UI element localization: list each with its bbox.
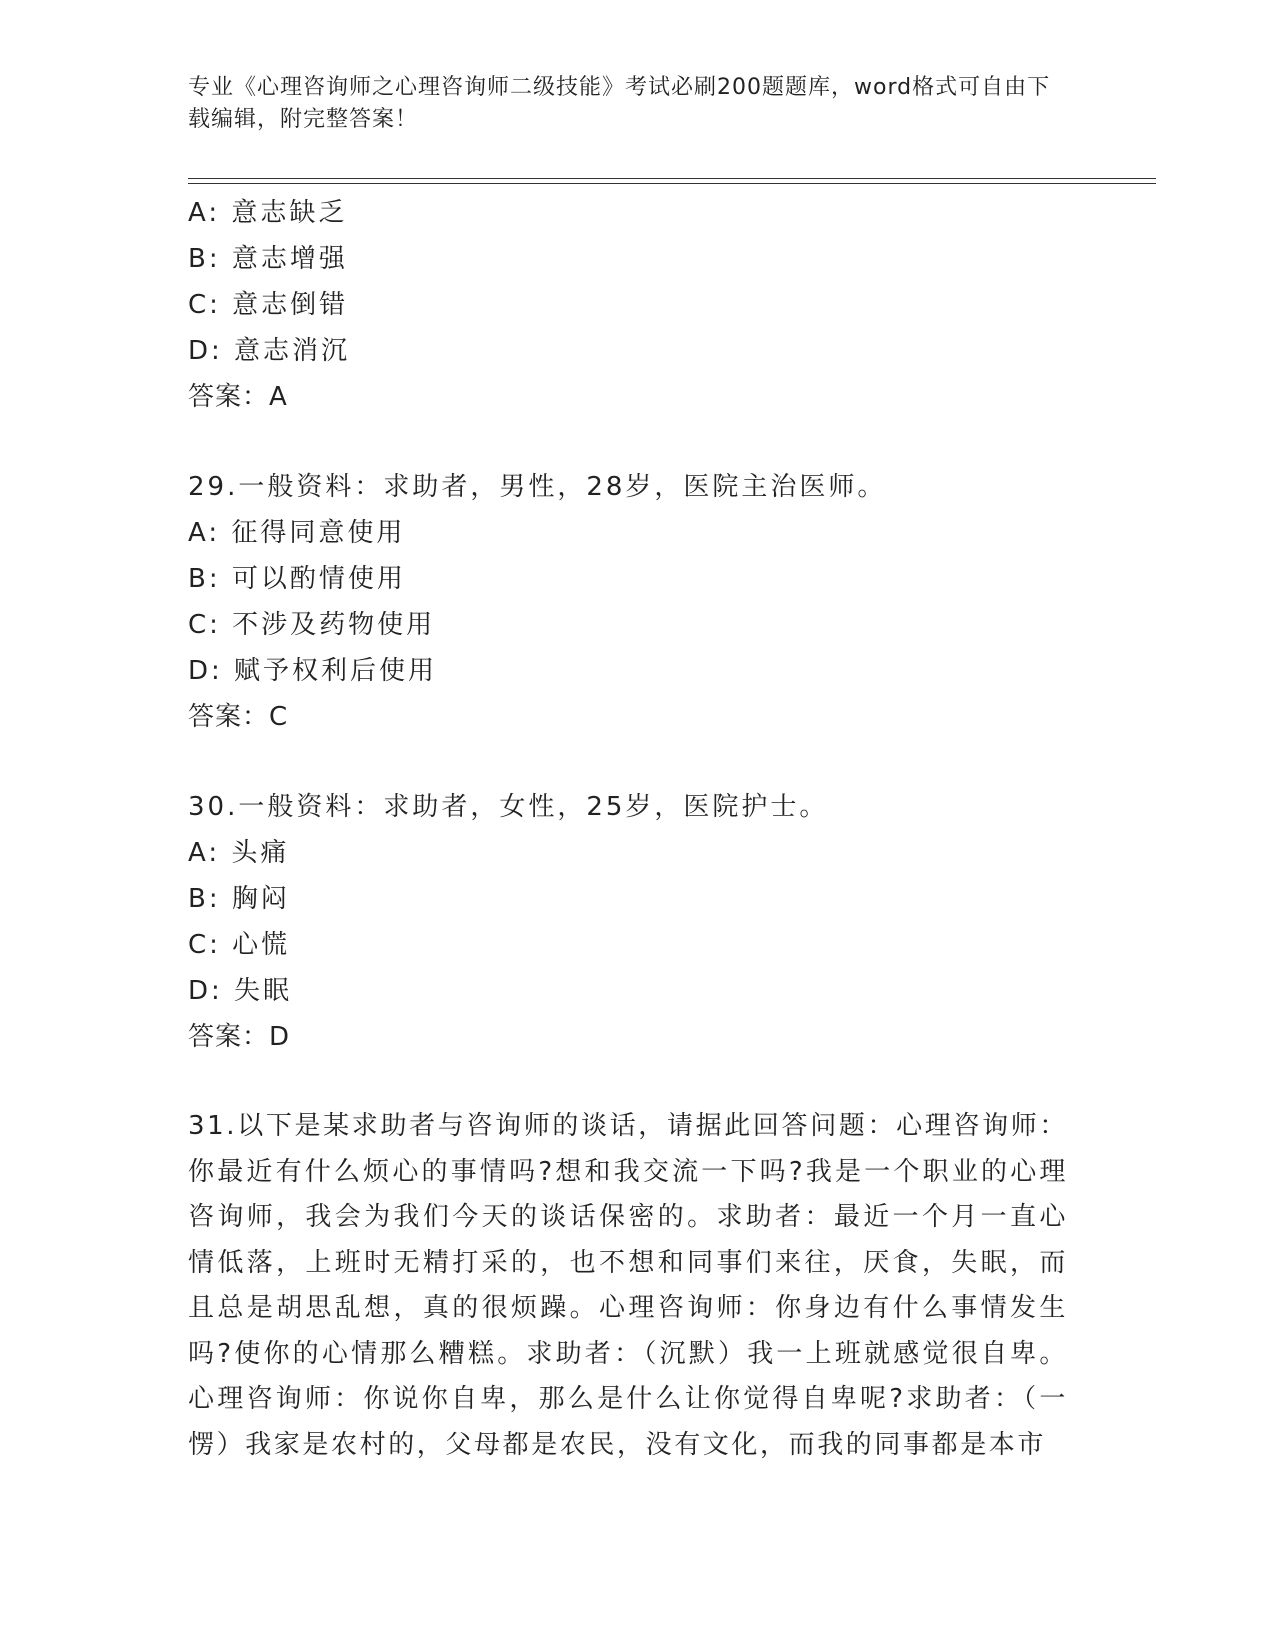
answer-line: 答案：D	[188, 1022, 291, 1052]
option-d: D: 意志消沉	[188, 336, 351, 366]
question-text: 29.一般资料：求助者，男性，28岁，医院主治医师。	[188, 472, 887, 502]
answer-line: 答案：A	[188, 382, 288, 412]
option-a: A: 头痛	[188, 838, 290, 868]
document-header: 专业《心理咨询师之心理咨询师二级技能》考试必刷200题题库，word格式可自由下载编辑，附完整答案！	[188, 75, 1051, 132]
option-a: A: 征得同意使用	[188, 518, 406, 548]
spacer	[188, 740, 1088, 784]
option-d: D: 赋予权利后使用	[188, 656, 438, 686]
option-c: C: 心慌	[188, 930, 291, 960]
question-29-block	[188, 464, 1088, 740]
spacer	[188, 1060, 1088, 1104]
option-a: A: 意志缺乏	[188, 198, 348, 228]
option-c: C: 意志倒错	[188, 290, 349, 320]
question-31-block	[188, 1104, 1088, 1468]
option-d: D: 失眠	[188, 976, 293, 1006]
answer-line: 答案：C	[188, 702, 289, 732]
option-b: B: 意志增强	[188, 244, 348, 274]
document-body	[188, 190, 1088, 1468]
question-text: 30.一般资料：求助者，女性，25岁，医院护士。	[188, 792, 829, 822]
option-b: B: 胸闷	[188, 884, 290, 914]
question-text: 31.以下是某求助者与咨询师的谈话，请据此回答问题：心理咨询师：你最近有什么烦心的事情吗?想和我交流一下吗?我是一个职业的心理咨询师，我会为我们今天的谈话保密的。求助者：最近一个月一直心情低落，上班时无精打采的，也不想和同事们来往，厌食，失眠，而且总是胡思乱想，真的很烦躁。心理咨询师：你身边有什么事情发生吗?使你的心情那么糟糕。求助者：（沉默）我一上班就感觉很自卑。心理咨询师：你说你自卑，那么是什么让你觉得自卑呢?求助者：（一愣）我家是农村的，父母都是农民，没有文化，而我的同事都是本市	[188, 1111, 1068, 1460]
option-c: C: 不涉及药物使用	[188, 610, 436, 640]
header-divider-bottom	[188, 183, 1156, 184]
question-30-block	[188, 784, 1088, 1060]
header-divider-top	[188, 178, 1156, 179]
question-28-block	[188, 190, 1088, 420]
option-b: B: 可以酌情使用	[188, 564, 406, 594]
spacer	[188, 420, 1088, 464]
